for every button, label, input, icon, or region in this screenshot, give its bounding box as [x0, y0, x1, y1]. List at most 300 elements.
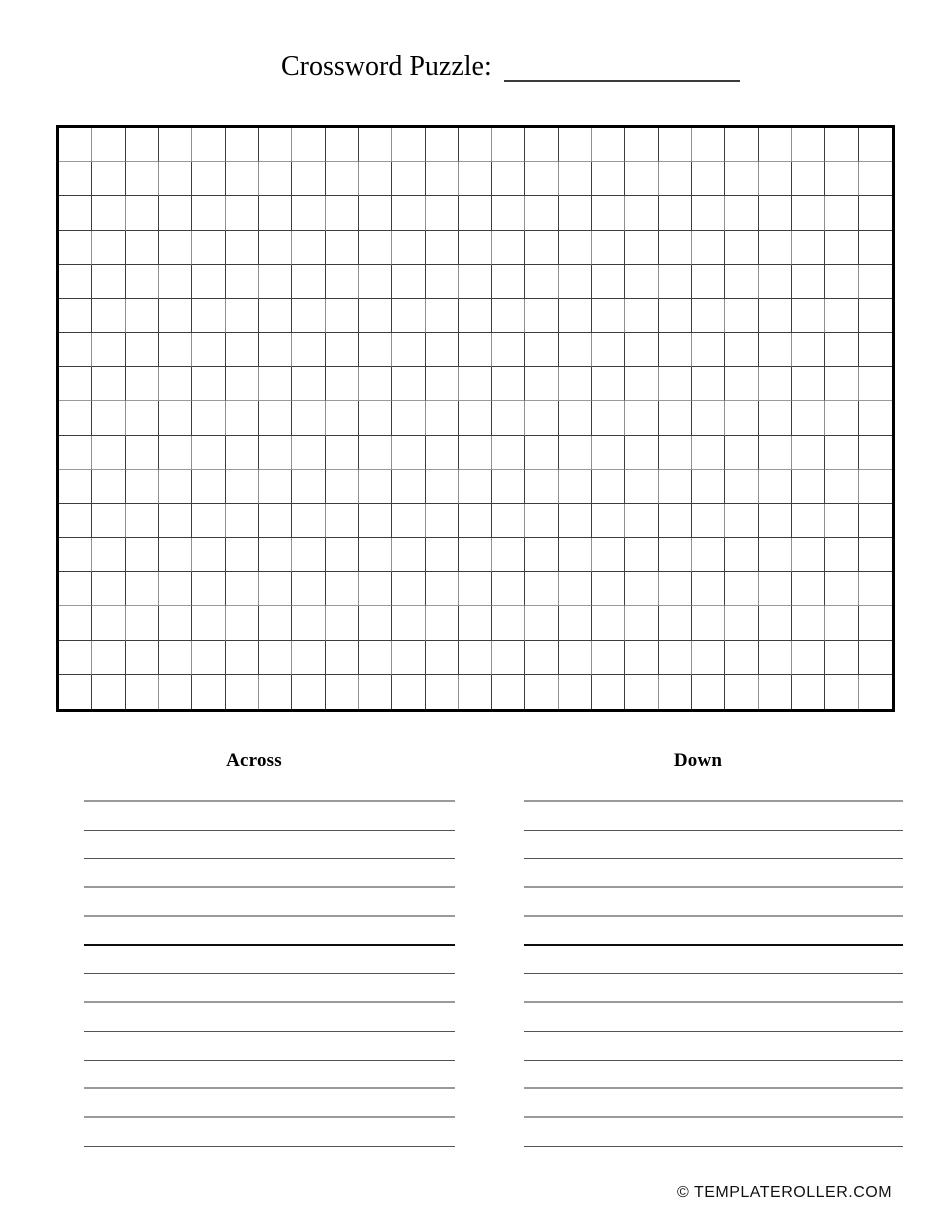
grid-cell[interactable] — [625, 504, 658, 538]
grid-cell[interactable] — [359, 572, 392, 606]
grid-cell[interactable] — [659, 333, 692, 367]
grid-cell[interactable] — [825, 128, 858, 162]
grid-cell[interactable] — [792, 675, 825, 709]
grid-cell[interactable] — [859, 231, 892, 265]
grid-cell[interactable] — [159, 333, 192, 367]
grid-cell[interactable] — [725, 196, 758, 230]
grid-cell[interactable] — [126, 367, 159, 401]
grid-cell[interactable] — [659, 401, 692, 435]
grid-cell[interactable] — [159, 606, 192, 640]
grid-cell[interactable] — [259, 470, 292, 504]
grid-cell[interactable] — [92, 196, 125, 230]
title-blank-field[interactable] — [504, 52, 740, 82]
grid-cell[interactable] — [625, 436, 658, 470]
grid-cell[interactable] — [392, 333, 425, 367]
grid-cell[interactable] — [559, 641, 592, 675]
grid-cell[interactable] — [525, 504, 558, 538]
grid-cell[interactable] — [192, 196, 225, 230]
grid-cell[interactable] — [159, 538, 192, 572]
grid-cell[interactable] — [126, 162, 159, 196]
grid-cell[interactable] — [592, 299, 625, 333]
grid-cell[interactable] — [392, 299, 425, 333]
clue-line[interactable] — [524, 1061, 903, 1090]
grid-cell[interactable] — [625, 265, 658, 299]
grid-cell[interactable] — [525, 196, 558, 230]
grid-cell[interactable] — [859, 367, 892, 401]
clue-line[interactable] — [524, 1089, 903, 1118]
grid-cell[interactable] — [725, 299, 758, 333]
grid-cell[interactable] — [559, 436, 592, 470]
grid-cell[interactable] — [226, 128, 259, 162]
grid-cell[interactable] — [725, 367, 758, 401]
grid-cell[interactable] — [859, 538, 892, 572]
grid-cell[interactable] — [359, 367, 392, 401]
clue-line[interactable] — [84, 802, 455, 831]
grid-cell[interactable] — [659, 367, 692, 401]
grid-cell[interactable] — [525, 128, 558, 162]
grid-cell[interactable] — [459, 367, 492, 401]
grid-cell[interactable] — [326, 196, 359, 230]
grid-cell[interactable] — [759, 196, 792, 230]
grid-cell[interactable] — [359, 231, 392, 265]
grid-cell[interactable] — [92, 401, 125, 435]
grid-cell[interactable] — [226, 675, 259, 709]
grid-cell[interactable] — [525, 231, 558, 265]
grid-cell[interactable] — [459, 470, 492, 504]
grid-cell[interactable] — [792, 231, 825, 265]
grid-cell[interactable] — [92, 470, 125, 504]
grid-cell[interactable] — [625, 401, 658, 435]
grid-cell[interactable] — [326, 401, 359, 435]
grid-cell[interactable] — [192, 538, 225, 572]
grid-cell[interactable] — [392, 128, 425, 162]
grid-cell[interactable] — [559, 333, 592, 367]
grid-cell[interactable] — [525, 572, 558, 606]
grid-cell[interactable] — [226, 367, 259, 401]
grid-cell[interactable] — [159, 162, 192, 196]
grid-cell[interactable] — [59, 606, 92, 640]
grid-cell[interactable] — [359, 196, 392, 230]
grid-cell[interactable] — [259, 265, 292, 299]
grid-cell[interactable] — [59, 162, 92, 196]
grid-cell[interactable] — [459, 572, 492, 606]
grid-cell[interactable] — [92, 504, 125, 538]
grid-cell[interactable] — [759, 367, 792, 401]
grid-cell[interactable] — [92, 231, 125, 265]
grid-cell[interactable] — [59, 299, 92, 333]
grid-cell[interactable] — [792, 128, 825, 162]
grid-cell[interactable] — [126, 231, 159, 265]
grid-cell[interactable] — [326, 128, 359, 162]
grid-cell[interactable] — [725, 504, 758, 538]
grid-cell[interactable] — [126, 299, 159, 333]
grid-cell[interactable] — [326, 606, 359, 640]
grid-cell[interactable] — [226, 162, 259, 196]
grid-cell[interactable] — [592, 572, 625, 606]
grid-cell[interactable] — [659, 299, 692, 333]
grid-cell[interactable] — [292, 504, 325, 538]
grid-cell[interactable] — [259, 128, 292, 162]
grid-cell[interactable] — [825, 367, 858, 401]
grid-cell[interactable] — [159, 299, 192, 333]
grid-cell[interactable] — [359, 436, 392, 470]
grid-cell[interactable] — [159, 231, 192, 265]
grid-cell[interactable] — [292, 606, 325, 640]
grid-cell[interactable] — [559, 367, 592, 401]
grid-cell[interactable] — [359, 538, 392, 572]
grid-cell[interactable] — [426, 333, 459, 367]
grid-cell[interactable] — [292, 196, 325, 230]
grid-cell[interactable] — [192, 265, 225, 299]
grid-cell[interactable] — [492, 470, 525, 504]
grid-cell[interactable] — [692, 572, 725, 606]
grid-cell[interactable] — [192, 401, 225, 435]
grid-cell[interactable] — [92, 572, 125, 606]
grid-cell[interactable] — [759, 265, 792, 299]
grid-cell[interactable] — [192, 128, 225, 162]
grid-cell[interactable] — [392, 675, 425, 709]
grid-cell[interactable] — [159, 504, 192, 538]
grid-cell[interactable] — [159, 196, 192, 230]
grid-cell[interactable] — [492, 436, 525, 470]
grid-cell[interactable] — [559, 572, 592, 606]
grid-cell[interactable] — [292, 436, 325, 470]
grid-cell[interactable] — [192, 606, 225, 640]
grid-cell[interactable] — [392, 401, 425, 435]
grid-cell[interactable] — [426, 470, 459, 504]
clue-line[interactable] — [524, 888, 903, 917]
grid-cell[interactable] — [725, 675, 758, 709]
grid-cell[interactable] — [792, 606, 825, 640]
clue-line[interactable] — [524, 974, 903, 1003]
grid-cell[interactable] — [759, 504, 792, 538]
grid-cell[interactable] — [692, 299, 725, 333]
grid-cell[interactable] — [59, 333, 92, 367]
grid-cell[interactable] — [459, 401, 492, 435]
grid-cell[interactable] — [459, 675, 492, 709]
grid-cell[interactable] — [426, 231, 459, 265]
grid-cell[interactable] — [625, 572, 658, 606]
grid-cell[interactable] — [625, 538, 658, 572]
grid-cell[interactable] — [226, 538, 259, 572]
grid-cell[interactable] — [825, 504, 858, 538]
clue-line[interactable] — [84, 859, 455, 888]
clue-line[interactable] — [84, 917, 455, 946]
grid-cell[interactable] — [359, 162, 392, 196]
grid-cell[interactable] — [326, 162, 359, 196]
grid-cell[interactable] — [559, 606, 592, 640]
grid-cell[interactable] — [825, 470, 858, 504]
grid-cell[interactable] — [159, 436, 192, 470]
grid-cell[interactable] — [59, 675, 92, 709]
grid-cell[interactable] — [692, 265, 725, 299]
grid-cell[interactable] — [126, 504, 159, 538]
grid-cell[interactable] — [692, 196, 725, 230]
grid-cell[interactable] — [259, 333, 292, 367]
grid-cell[interactable] — [692, 538, 725, 572]
grid-cell[interactable] — [292, 401, 325, 435]
grid-cell[interactable] — [659, 128, 692, 162]
grid-cell[interactable] — [426, 299, 459, 333]
grid-cell[interactable] — [559, 265, 592, 299]
grid-cell[interactable] — [426, 572, 459, 606]
grid-cell[interactable] — [759, 162, 792, 196]
grid-cell[interactable] — [59, 128, 92, 162]
grid-cell[interactable] — [92, 675, 125, 709]
grid-cell[interactable] — [292, 367, 325, 401]
grid-cell[interactable] — [292, 128, 325, 162]
grid-cell[interactable] — [659, 606, 692, 640]
clue-line[interactable] — [84, 974, 455, 1003]
grid-cell[interactable] — [259, 162, 292, 196]
grid-cell[interactable] — [559, 675, 592, 709]
grid-cell[interactable] — [759, 128, 792, 162]
grid-cell[interactable] — [559, 401, 592, 435]
grid-cell[interactable] — [326, 470, 359, 504]
grid-cell[interactable] — [759, 401, 792, 435]
grid-cell[interactable] — [359, 299, 392, 333]
grid-cell[interactable] — [859, 401, 892, 435]
grid-cell[interactable] — [659, 504, 692, 538]
grid-cell[interactable] — [192, 470, 225, 504]
grid-cell[interactable] — [459, 436, 492, 470]
grid-cell[interactable] — [226, 265, 259, 299]
grid-cell[interactable] — [226, 401, 259, 435]
grid-cell[interactable] — [392, 231, 425, 265]
grid-cell[interactable] — [725, 128, 758, 162]
grid-cell[interactable] — [825, 162, 858, 196]
grid-cell[interactable] — [259, 196, 292, 230]
grid-cell[interactable] — [126, 128, 159, 162]
grid-cell[interactable] — [292, 265, 325, 299]
grid-cell[interactable] — [359, 504, 392, 538]
grid-cell[interactable] — [459, 128, 492, 162]
grid-cell[interactable] — [592, 162, 625, 196]
grid-cell[interactable] — [759, 606, 792, 640]
grid-cell[interactable] — [326, 367, 359, 401]
grid-cell[interactable] — [492, 606, 525, 640]
grid-cell[interactable] — [792, 265, 825, 299]
grid-cell[interactable] — [859, 572, 892, 606]
grid-cell[interactable] — [759, 538, 792, 572]
grid-cell[interactable] — [59, 572, 92, 606]
grid-cell[interactable] — [492, 504, 525, 538]
grid-cell[interactable] — [825, 436, 858, 470]
grid-cell[interactable] — [859, 162, 892, 196]
grid-cell[interactable] — [59, 401, 92, 435]
grid-cell[interactable] — [92, 265, 125, 299]
grid-cell[interactable] — [625, 162, 658, 196]
grid-cell[interactable] — [825, 606, 858, 640]
grid-cell[interactable] — [492, 572, 525, 606]
grid-cell[interactable] — [326, 641, 359, 675]
grid-cell[interactable] — [592, 128, 625, 162]
grid-cell[interactable] — [859, 470, 892, 504]
grid-cell[interactable] — [292, 572, 325, 606]
grid-cell[interactable] — [659, 538, 692, 572]
grid-cell[interactable] — [92, 333, 125, 367]
grid-cell[interactable] — [292, 470, 325, 504]
grid-cell[interactable] — [625, 675, 658, 709]
clue-line[interactable] — [524, 859, 903, 888]
grid-cell[interactable] — [159, 367, 192, 401]
grid-cell[interactable] — [692, 128, 725, 162]
clue-line[interactable] — [524, 1003, 903, 1032]
grid-cell[interactable] — [292, 675, 325, 709]
grid-cell[interactable] — [859, 504, 892, 538]
grid-cell[interactable] — [326, 231, 359, 265]
grid-cell[interactable] — [459, 504, 492, 538]
grid-cell[interactable] — [659, 641, 692, 675]
grid-cell[interactable] — [59, 196, 92, 230]
grid-cell[interactable] — [859, 333, 892, 367]
grid-cell[interactable] — [692, 436, 725, 470]
grid-cell[interactable] — [859, 641, 892, 675]
grid-cell[interactable] — [592, 538, 625, 572]
grid-cell[interactable] — [792, 470, 825, 504]
grid-cell[interactable] — [392, 606, 425, 640]
grid-cell[interactable] — [359, 128, 392, 162]
grid-cell[interactable] — [92, 367, 125, 401]
grid-cell[interactable] — [792, 367, 825, 401]
grid-cell[interactable] — [259, 606, 292, 640]
grid-cell[interactable] — [825, 299, 858, 333]
grid-cell[interactable] — [292, 538, 325, 572]
grid-cell[interactable] — [725, 265, 758, 299]
grid-cell[interactable] — [259, 436, 292, 470]
clue-line[interactable] — [84, 1061, 455, 1090]
grid-cell[interactable] — [326, 299, 359, 333]
grid-cell[interactable] — [459, 196, 492, 230]
grid-cell[interactable] — [192, 504, 225, 538]
grid-cell[interactable] — [492, 641, 525, 675]
grid-cell[interactable] — [792, 504, 825, 538]
clue-line[interactable] — [84, 888, 455, 917]
grid-cell[interactable] — [92, 162, 125, 196]
grid-cell[interactable] — [625, 299, 658, 333]
clue-line[interactable] — [524, 1118, 903, 1147]
grid-cell[interactable] — [525, 333, 558, 367]
grid-cell[interactable] — [226, 606, 259, 640]
grid-cell[interactable] — [226, 196, 259, 230]
grid-cell[interactable] — [792, 333, 825, 367]
grid-cell[interactable] — [126, 265, 159, 299]
grid-cell[interactable] — [525, 162, 558, 196]
clue-line[interactable] — [84, 1118, 455, 1147]
grid-cell[interactable] — [525, 265, 558, 299]
grid-cell[interactable] — [592, 504, 625, 538]
grid-cell[interactable] — [126, 606, 159, 640]
grid-cell[interactable] — [226, 231, 259, 265]
grid-cell[interactable] — [592, 675, 625, 709]
grid-cell[interactable] — [525, 606, 558, 640]
grid-cell[interactable] — [759, 470, 792, 504]
grid-cell[interactable] — [126, 333, 159, 367]
grid-cell[interactable] — [59, 504, 92, 538]
grid-cell[interactable] — [859, 606, 892, 640]
grid-cell[interactable] — [259, 675, 292, 709]
grid-cell[interactable] — [592, 436, 625, 470]
grid-cell[interactable] — [625, 606, 658, 640]
grid-cell[interactable] — [426, 606, 459, 640]
grid-cell[interactable] — [92, 436, 125, 470]
grid-cell[interactable] — [659, 265, 692, 299]
grid-cell[interactable] — [559, 231, 592, 265]
grid-cell[interactable] — [126, 538, 159, 572]
grid-cell[interactable] — [625, 128, 658, 162]
grid-cell[interactable] — [226, 470, 259, 504]
grid-cell[interactable] — [192, 231, 225, 265]
grid-cell[interactable] — [825, 333, 858, 367]
grid-cell[interactable] — [859, 436, 892, 470]
grid-cell[interactable] — [92, 128, 125, 162]
grid-cell[interactable] — [692, 401, 725, 435]
grid-cell[interactable] — [359, 265, 392, 299]
grid-cell[interactable] — [459, 641, 492, 675]
grid-cell[interactable] — [126, 436, 159, 470]
clue-line[interactable] — [524, 802, 903, 831]
grid-cell[interactable] — [259, 401, 292, 435]
grid-cell[interactable] — [392, 367, 425, 401]
clue-line[interactable] — [524, 1032, 903, 1061]
grid-cell[interactable] — [759, 231, 792, 265]
grid-cell[interactable] — [126, 470, 159, 504]
grid-cell[interactable] — [326, 572, 359, 606]
grid-cell[interactable] — [592, 641, 625, 675]
grid-cell[interactable] — [759, 333, 792, 367]
grid-cell[interactable] — [725, 572, 758, 606]
clue-line[interactable] — [524, 831, 903, 860]
grid-cell[interactable] — [725, 401, 758, 435]
grid-cell[interactable] — [792, 572, 825, 606]
grid-cell[interactable] — [392, 504, 425, 538]
clue-line[interactable] — [84, 1089, 455, 1118]
grid-cell[interactable] — [525, 641, 558, 675]
grid-cell[interactable] — [59, 641, 92, 675]
grid-cell[interactable] — [625, 196, 658, 230]
grid-cell[interactable] — [559, 470, 592, 504]
grid-cell[interactable] — [525, 538, 558, 572]
grid-cell[interactable] — [259, 641, 292, 675]
grid-cell[interactable] — [226, 504, 259, 538]
grid-cell[interactable] — [592, 367, 625, 401]
grid-cell[interactable] — [259, 367, 292, 401]
grid-cell[interactable] — [92, 538, 125, 572]
grid-cell[interactable] — [326, 436, 359, 470]
grid-cell[interactable] — [725, 538, 758, 572]
grid-cell[interactable] — [459, 231, 492, 265]
grid-cell[interactable] — [326, 265, 359, 299]
clue-line[interactable] — [524, 946, 903, 975]
grid-cell[interactable] — [359, 675, 392, 709]
grid-cell[interactable] — [426, 504, 459, 538]
grid-cell[interactable] — [159, 265, 192, 299]
clue-line[interactable] — [84, 773, 455, 802]
grid-cell[interactable] — [92, 606, 125, 640]
grid-cell[interactable] — [725, 231, 758, 265]
grid-cell[interactable] — [326, 675, 359, 709]
grid-cell[interactable] — [592, 231, 625, 265]
grid-cell[interactable] — [392, 436, 425, 470]
grid-cell[interactable] — [126, 196, 159, 230]
grid-cell[interactable] — [192, 299, 225, 333]
grid-cell[interactable] — [426, 675, 459, 709]
grid-cell[interactable] — [525, 299, 558, 333]
grid-cell[interactable] — [492, 299, 525, 333]
grid-cell[interactable] — [592, 265, 625, 299]
grid-cell[interactable] — [59, 265, 92, 299]
grid-cell[interactable] — [559, 504, 592, 538]
